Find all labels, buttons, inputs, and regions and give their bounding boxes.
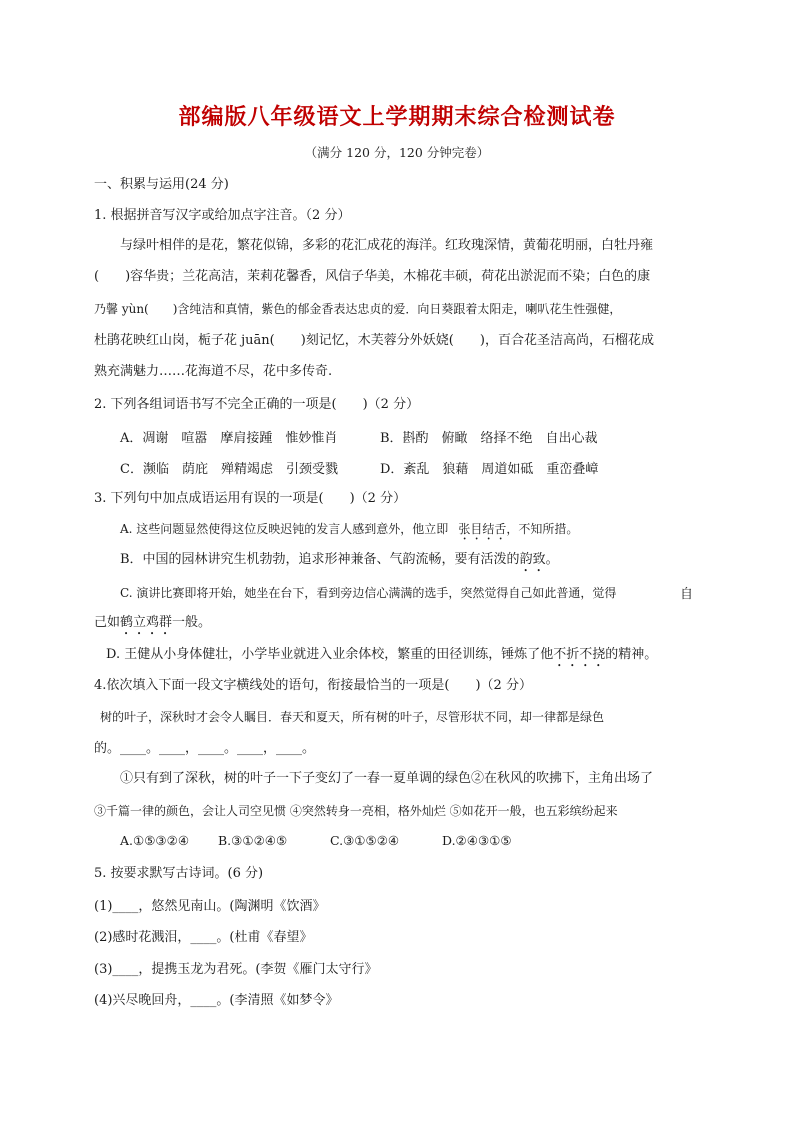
option-d: D.②④③①⑤ (442, 833, 512, 848)
question-1-stem: 1. 根据拼音写汉字或给加点字注音。（2 分） (94, 208, 351, 223)
option-text: 一般。 (172, 615, 212, 630)
option-c-continued (94, 614, 794, 638)
dotted-word: 韵致 (519, 552, 546, 567)
poem-line: (4)兴尽晚回舟，____。(李清照《如梦令》 (94, 993, 339, 1008)
question-2-stem: 2. 下列各组词语书写不完全正确的一项是( )（2 分） (94, 397, 420, 412)
question-4-sentences: ③千篇一律的颜色，会让人司空见惯 ④突然转身一亮相，格外灿烂 ⑤如花开一般，也五彩缤纷起来 (94, 804, 618, 818)
dotted-idiom: 不折不挠 (553, 647, 606, 662)
question-4-text-line: 的。____。____，____。____，____。 (94, 741, 316, 756)
question-3-stem: 3. 下列句中加点成语运用有误的一项是( )（2 分） (94, 491, 407, 506)
option-text: C. 演讲比赛即将开始，她坐在台下，看到旁边信心满满的选手，突然觉得自己如此普通，觉得 (120, 586, 617, 600)
option-text: A. 这些问题显然使得这位反映迟钝的发言人感到意外，他立即 (120, 522, 449, 536)
option-text: 自 (680, 587, 694, 602)
option-b: B．斟酌 俯瞰 络择不绝 自出心裁 (380, 431, 598, 446)
poem-line: (3)____，提携玉龙为君死。(李贺《雁门太守行》 (94, 962, 378, 977)
option-text: 己如 (94, 615, 121, 630)
question-5-stem: 5. 按要求默写古诗词。(6 分) (94, 866, 264, 881)
question-1-text-line: ( )容华贵；兰花高洁，茉莉花馨香，风信子华美，木棉花丰硕，荷花出淤泥而不染；白色的康 (94, 269, 651, 284)
option-b (120, 551, 794, 575)
option-text: ，不知所措。 (506, 522, 579, 536)
question-1-text-line: 乃馨 yùn( )含纯洁和真情，紫色的郁金香表达忠贞的爱．向日葵跟着太阳走，喇叭花生性强健， (94, 302, 622, 316)
option-a: A.①⑤③②④ (120, 833, 190, 848)
option-text: D. 王健从小身体健壮，小学毕业就进入业余体校，繁重的田径训练，锤炼了他 (106, 647, 554, 662)
option-text: B．中国的园林讲究生机勃勃，追求形神兼备、气韵流畅，要有活泼的 (120, 552, 520, 567)
option-d (106, 646, 794, 670)
page-title: 部编版八年级语文上学期期末综合检测试卷 (178, 105, 616, 130)
question-1-text-line: 与绿叶相伴的是花，繁花似锦，多彩的花汇成花的海洋。红玫瑰深情，黄葡花明丽，白牡丹雍 (120, 238, 654, 253)
section-heading: 一、积累与运用(24 分) (94, 177, 229, 192)
question-4-sentences: ①只有到了深秋，树的叶子一下子变幻了一春一夏单调的绿色②在秋风的吹拂下，主角出场了 (120, 771, 654, 786)
question-4-text-line: 树的叶子，深秋时才会令人瞩目．春天和夏天，所有树的叶子，尽管形状不同，却一律都是绿色 (100, 710, 605, 724)
page-subtitle: （满分 120 分，120 分钟完卷） (304, 145, 490, 160)
question-1-text-line: 杜鹃花映红山岗，栀子花 juān( )刻记忆，木芙蓉分外妖娆( )，百合花圣洁高尚，石榴花成 (94, 333, 654, 348)
question-4-stem: 4.依次填入下面一段文字横线处的语句，衔接最恰当的一项是( )（2 分） (94, 678, 532, 693)
option-text: 。 (545, 552, 559, 567)
option-c: C．濒临 荫庇 殚精竭虑 引颈受戮 (120, 462, 338, 477)
option-a (120, 520, 794, 543)
option-c: C.③①⑤②④ (330, 833, 400, 848)
question-1-text-line: 熟充满魅力……花海道不尽，花中多传奇. (94, 364, 333, 379)
option-d: D．紊乱 狼藉 周道如砥 重峦叠嶂 (380, 462, 599, 477)
dotted-idiom: 鹤立鸡群 (120, 615, 173, 630)
poem-line: (1)____，悠然见南山。(陶渊明《饮酒》 (94, 899, 326, 914)
dotted-idiom: 张目结舌 (458, 522, 507, 536)
option-text: 的精神。 (605, 647, 658, 662)
option-a: A．凋谢 喧嚣 摩肩接踵 惟妙惟肖 (120, 431, 338, 446)
poem-line: (2)感时花溅泪，____。(杜甫《春望》 (94, 930, 313, 945)
option-b: B.③①②④⑤ (218, 833, 288, 848)
